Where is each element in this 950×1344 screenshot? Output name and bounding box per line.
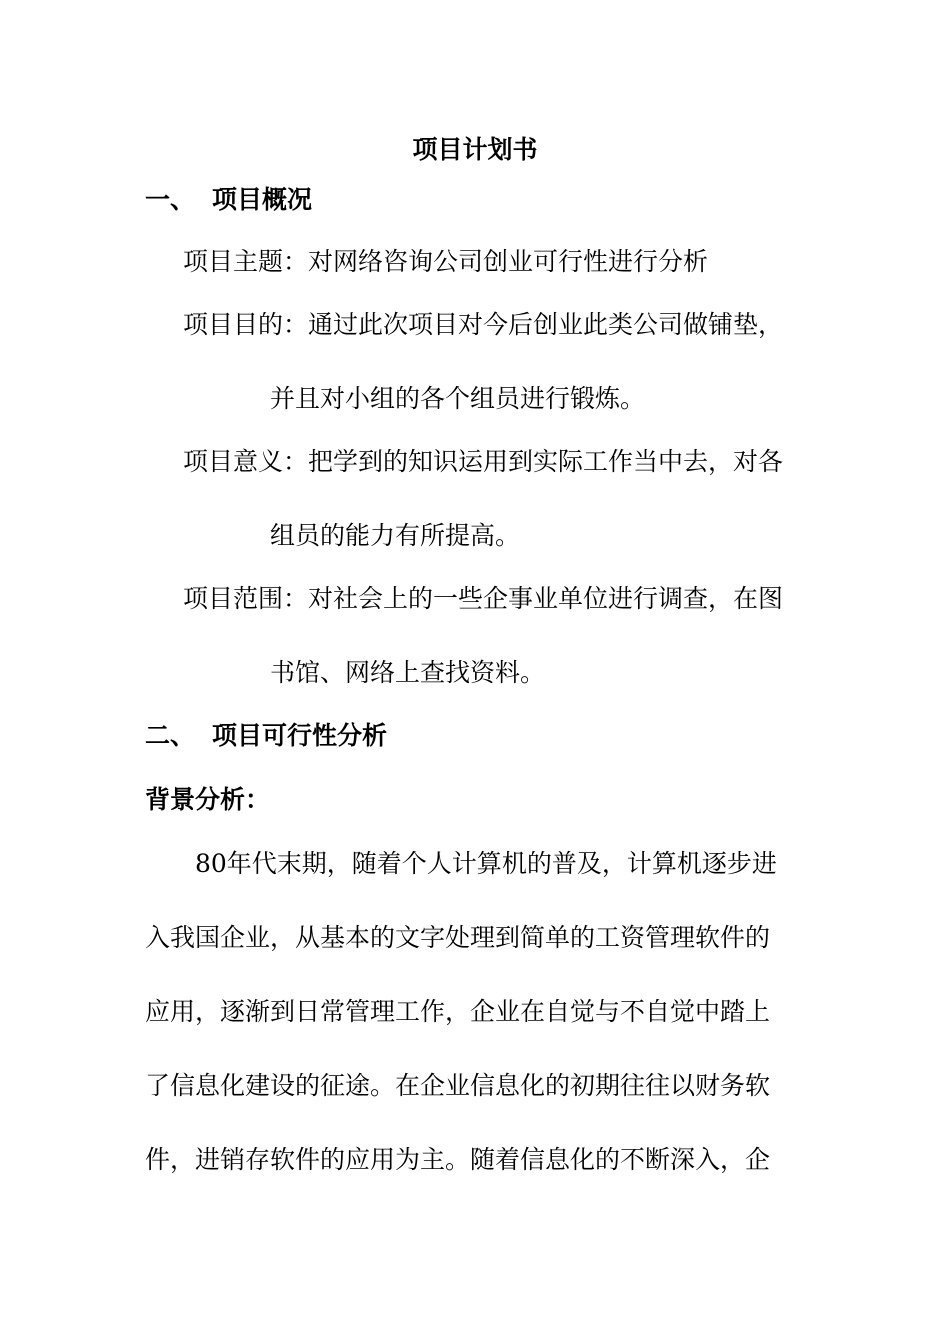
- item-significance-label: 项目意义：: [183, 447, 309, 476]
- item-scope: [183, 582, 783, 616]
- paragraph-line: 了信息化建设的征途。在企业信息化的初期往往以财务软: [145, 1071, 771, 1100]
- item-purpose: [183, 308, 783, 342]
- item-purpose-text: 通过此次项目对今后创业此类公司做铺垫，: [308, 310, 784, 339]
- item-topic-label: 项目主题：: [183, 247, 309, 276]
- item-scope-label: 项目范围：: [183, 584, 309, 613]
- item-significance-text: 把学到的知识运用到实际工作当中去，对各: [308, 447, 784, 476]
- item-topic-text: 对网络咨询公司创业可行性进行分析: [308, 247, 709, 276]
- paragraph-line: 应用，逐渐到日常管理工作，企业在自觉与不自觉中踏上: [145, 997, 771, 1026]
- paragraph-line: 件，进销存软件的应用为主。随着信息化的不断深入，企: [145, 1145, 771, 1174]
- section-2-heading: [145, 719, 387, 753]
- item-significance: [183, 445, 783, 479]
- section-1-number: 一、: [145, 185, 196, 214]
- paragraph-line: 80年代末期，随着个人计算机的普及，计算机逐步进: [195, 849, 777, 878]
- item-purpose-continuation: 并且对小组的各个组员进行锻炼。: [270, 384, 646, 413]
- section-1-heading: [145, 183, 312, 217]
- section-2-number: 二、: [145, 721, 196, 750]
- item-significance-continuation: 组员的能力有所提高。: [270, 521, 521, 550]
- section-2-title: 项目可行性分析: [212, 721, 388, 750]
- paragraph-line: 入我国企业，从基本的文字处理到简单的工资管理软件的: [145, 923, 771, 952]
- section-1-title: 项目概况: [212, 185, 313, 214]
- item-scope-text: 对社会上的一些企事业单位进行调查，在图: [308, 584, 784, 613]
- document-title: 项目计划书: [412, 135, 538, 164]
- item-scope-continuation: 书馆、网络上查找资料。: [270, 658, 546, 687]
- item-topic: [183, 245, 708, 279]
- background-subheading: 背景分析：: [145, 785, 271, 814]
- item-purpose-label: 项目目的：: [183, 310, 309, 339]
